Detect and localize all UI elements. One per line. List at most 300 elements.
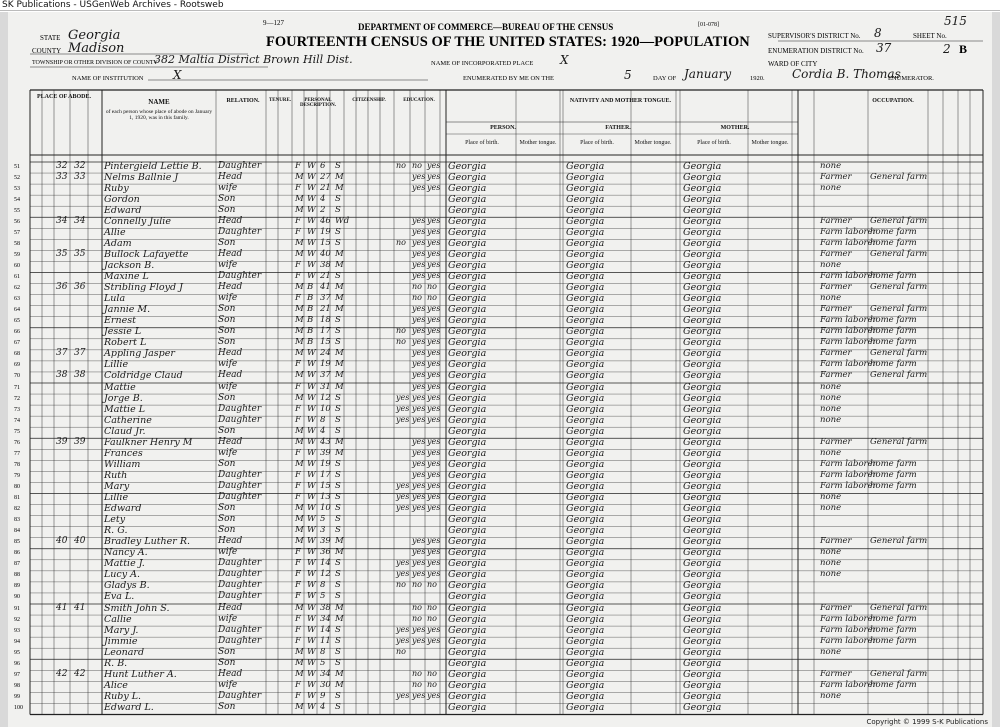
race: W [307, 701, 316, 712]
race: W [307, 591, 316, 602]
person-name: Callie [104, 613, 132, 625]
birthplace: Georgia [448, 679, 487, 691]
race: W [307, 237, 316, 248]
marital-status: S [335, 193, 341, 204]
mother-birthplace: Georgia [683, 690, 722, 702]
attended-school: yes [396, 569, 410, 579]
person-name: Mattie J. [104, 558, 145, 570]
father-birthplace: Georgia [566, 425, 605, 437]
family-number: 34 [74, 215, 86, 226]
able-to-read: yes [412, 392, 426, 402]
sex: F [295, 359, 301, 370]
col-personal-header: PERSONAL DESCRIPTION. [300, 98, 336, 108]
industry: General farm [870, 668, 928, 679]
able-to-read: yes [412, 326, 426, 336]
marital-status: S [335, 271, 341, 281]
age: 8 [320, 646, 326, 657]
able-to-write: yes [427, 624, 441, 634]
industry: General farm [870, 304, 928, 315]
line-number: 74 [14, 417, 20, 424]
able-to-read: yes [412, 492, 426, 501]
col-tongue-person: Mother tongue. [519, 140, 557, 146]
mother-birthplace: Georgia [683, 646, 722, 658]
line-number: 93 [14, 627, 20, 634]
marital-status: M [335, 547, 344, 558]
age: 46 [320, 215, 331, 226]
person-name: Edward [104, 503, 142, 515]
enumeration-year: 1920. [750, 75, 765, 82]
race: W [307, 160, 316, 171]
sex: F [295, 182, 301, 193]
age: 36 [320, 547, 331, 558]
occupation: Farmer [820, 348, 852, 359]
relation: Daughter [218, 569, 262, 580]
occupation: Farm laborer [820, 613, 877, 624]
able-to-write: yes [427, 248, 441, 258]
able-to-write: yes [427, 226, 441, 236]
sex: F [295, 293, 301, 304]
relation: wife [218, 359, 238, 370]
mother-birthplace: Georgia [683, 624, 722, 636]
person-name: Hunt Luther A. [104, 668, 177, 680]
form-code: [01-078] [698, 22, 719, 28]
able-to-read: yes [412, 370, 426, 380]
mother-birthplace: Georgia [683, 392, 722, 404]
race: W [307, 536, 316, 547]
relation: wife [218, 182, 238, 193]
sex: M [295, 337, 304, 348]
birthplace: Georgia [448, 602, 487, 614]
age: 4 [320, 193, 326, 204]
marital-status: M [335, 668, 344, 679]
incorporated-value: X [560, 53, 569, 67]
marital-status: M [335, 436, 344, 447]
person-name: Allie [104, 226, 126, 238]
relation: Son [218, 701, 236, 712]
marital-status: S [335, 226, 341, 237]
window-title-bar [0, 0, 1000, 11]
marital-status: M [335, 613, 344, 624]
col-occupation-header: OCCUPATION. [872, 98, 914, 104]
industry: home farm [870, 326, 917, 337]
sex: M [295, 248, 304, 259]
race: W [307, 348, 316, 359]
mother-birthplace: Georgia [683, 215, 722, 227]
industry: home farm [870, 315, 917, 326]
able-to-write: yes [427, 569, 441, 579]
able-to-read: yes [412, 447, 426, 457]
father-birthplace: Georgia [566, 204, 605, 216]
race: W [307, 547, 316, 558]
occupation: none [820, 447, 842, 458]
able-to-write: yes [427, 326, 441, 336]
family-number: 32 [74, 160, 86, 171]
attended-school: yes [396, 503, 410, 513]
father-birthplace: Georgia [566, 293, 605, 305]
relation: Son [218, 193, 236, 204]
father-birthplace: Georgia [566, 182, 605, 194]
line-number: 99 [14, 693, 20, 700]
window-title: SK Publications - USGenWeb Archives - Rootsweb [2, 0, 224, 10]
occupation: Farm laborer [820, 271, 877, 281]
industry: home farm [870, 458, 917, 469]
relation: Son [218, 304, 236, 315]
relation: Head [218, 668, 243, 679]
mother-birthplace: Georgia [683, 635, 722, 647]
father-birthplace: Georgia [566, 580, 605, 592]
line-number: 92 [14, 616, 20, 623]
dwelling-number: 32 [56, 160, 68, 171]
birthplace: Georgia [448, 569, 487, 581]
sheet-letter: B [959, 42, 968, 56]
marital-status: M [335, 259, 344, 270]
father-birthplace: Georgia [566, 602, 605, 614]
industry: home farm [870, 271, 917, 281]
attended-school: yes [396, 492, 410, 501]
relation: Head [218, 215, 243, 226]
sex: F [295, 381, 301, 392]
age: 6 [320, 160, 326, 171]
able-to-write: yes [427, 492, 441, 501]
father-birthplace: Georgia [566, 171, 605, 183]
person-name: Nancy A. [104, 547, 148, 559]
sex: M [295, 304, 304, 315]
race: W [307, 425, 316, 436]
sex: F [295, 690, 301, 701]
person-name: Mattie [104, 381, 136, 393]
sex: M [295, 436, 304, 447]
sex: F [295, 215, 301, 226]
birthplace: Georgia [448, 226, 487, 238]
attended-school: yes [396, 635, 410, 645]
line-number: 77 [14, 450, 20, 457]
person-name: Stribling Floyd J [104, 282, 183, 294]
able-to-read: no [412, 679, 422, 689]
marital-status: S [335, 591, 341, 602]
occupation: Farm laborer [820, 458, 877, 469]
birthplace: Georgia [448, 348, 487, 360]
mother-birthplace: Georgia [683, 193, 722, 205]
relation: Daughter [218, 492, 262, 502]
able-to-write: no [427, 613, 437, 623]
mother-birthplace: Georgia [683, 525, 722, 537]
supervisor-number: 8 [874, 26, 882, 40]
able-to-write: yes [427, 271, 441, 280]
father-birthplace: Georgia [566, 160, 605, 172]
age: 31 [320, 381, 331, 392]
attended-school: yes [396, 558, 410, 568]
father-birthplace: Georgia [566, 315, 605, 327]
able-to-read: yes [412, 259, 426, 269]
mother-birthplace: Georgia [683, 248, 722, 260]
age: 15 [320, 237, 331, 248]
relation: Daughter [218, 635, 262, 646]
marital-status: S [335, 635, 341, 646]
age: 15 [320, 480, 331, 491]
age: 39 [320, 536, 331, 547]
sex: M [295, 237, 304, 248]
person-name: Appling Jasper [104, 348, 175, 360]
birthplace: Georgia [448, 514, 487, 526]
person-name: Faulkner Henry M [104, 436, 193, 448]
sex: F [295, 271, 301, 281]
mother-birthplace: Georgia [683, 315, 722, 327]
race: W [307, 503, 316, 514]
mother-birthplace: Georgia [683, 381, 722, 393]
sex: F [295, 447, 301, 458]
age: 11 [320, 635, 331, 646]
father-birthplace: Georgia [566, 271, 605, 282]
attended-school: no [396, 646, 406, 656]
race: W [307, 679, 316, 690]
line-number: 81 [14, 495, 20, 501]
race: W [307, 403, 316, 414]
mother-birthplace: Georgia [683, 536, 722, 548]
line-number: 64 [14, 307, 20, 314]
race: W [307, 392, 316, 403]
line-number: 68 [14, 351, 20, 358]
mother-birthplace: Georgia [683, 359, 722, 371]
birthplace: Georgia [448, 635, 487, 647]
occupation: Farmer [820, 282, 852, 293]
family-number: 41 [74, 602, 86, 613]
family-number: 37 [74, 348, 86, 359]
col-mother-header: MOTHER. [720, 125, 750, 131]
person-name: Jannie M. [104, 304, 151, 316]
industry: home farm [870, 624, 917, 635]
sex: M [295, 668, 304, 679]
occupation: none [820, 492, 842, 502]
race: B [307, 282, 314, 293]
able-to-read: yes [412, 536, 426, 546]
birthplace: Georgia [448, 381, 487, 393]
father-birthplace: Georgia [566, 536, 605, 548]
attended-school: no [396, 580, 406, 590]
father-birthplace: Georgia [566, 282, 605, 294]
sheet-label: SHEET No. [913, 32, 947, 40]
col-name-header: NAME [148, 98, 170, 106]
industry: home farm [870, 226, 917, 237]
person-name: Nelms Ballnie J [104, 171, 179, 183]
relation: Son [218, 425, 236, 436]
attended-school: yes [396, 480, 410, 490]
industry: General farm [870, 436, 928, 447]
birthplace: Georgia [448, 690, 487, 702]
relation: Daughter [218, 414, 262, 425]
industry: home farm [870, 469, 917, 480]
relation: Son [218, 237, 236, 248]
sex: F [295, 469, 301, 480]
relation: Son [218, 204, 236, 215]
birthplace: Georgia [448, 480, 487, 492]
mother-birthplace: Georgia [683, 613, 722, 625]
mother-birthplace: Georgia [683, 558, 722, 570]
able-to-write: yes [427, 392, 441, 402]
sex: M [295, 536, 304, 547]
relation: Head [218, 536, 243, 547]
marital-status: S [335, 425, 341, 436]
father-birthplace: Georgia [566, 392, 605, 404]
able-to-read: yes [412, 480, 426, 490]
father-birthplace: Georgia [566, 657, 605, 669]
able-to-read: no [412, 293, 422, 303]
mother-birthplace: Georgia [683, 370, 722, 382]
race: W [307, 646, 316, 657]
birthplace: Georgia [448, 359, 487, 371]
dwelling-number: 36 [56, 282, 68, 293]
family-number: 36 [74, 282, 86, 293]
age: 19 [320, 226, 331, 237]
occupation: Farm laborer [820, 315, 877, 326]
marital-status: M [335, 171, 344, 182]
line-number: 78 [14, 461, 20, 468]
marital-status: S [335, 525, 341, 536]
occupation: Farmer [820, 668, 852, 679]
occupation: Farm laborer [820, 679, 877, 690]
family-number: 42 [74, 668, 86, 679]
person-name: Bradley Luther R. [104, 536, 191, 548]
birthplace: Georgia [448, 293, 487, 305]
able-to-write: yes [427, 458, 441, 468]
occupation: none [820, 392, 842, 403]
age: 19 [320, 359, 331, 370]
age: 3 [320, 525, 326, 536]
line-number: 75 [14, 428, 20, 435]
marital-status: S [335, 414, 341, 425]
line-number: 70 [14, 373, 20, 380]
relation: wife [218, 259, 238, 270]
family-number: 38 [74, 370, 86, 381]
line-number: 76 [14, 439, 20, 446]
birthplace: Georgia [448, 403, 487, 415]
person-name: Jorge B. [104, 392, 143, 404]
able-to-read: no [412, 613, 422, 623]
birthplace: Georgia [448, 624, 487, 636]
occupation: Farm laborer [820, 226, 877, 237]
age: 34 [320, 668, 331, 679]
sex: F [295, 613, 301, 624]
marital-status: S [335, 237, 341, 248]
birthplace: Georgia [448, 425, 487, 437]
able-to-read: no [412, 160, 422, 170]
father-birthplace: Georgia [566, 646, 605, 658]
marital-status: M [335, 348, 344, 359]
race: W [307, 359, 316, 370]
marital-status: S [335, 624, 341, 635]
father-birthplace: Georgia [566, 215, 605, 227]
person-name: Ernest [104, 315, 136, 327]
race: W [307, 381, 316, 392]
race: B [307, 304, 314, 315]
father-birthplace: Georgia [566, 381, 605, 393]
occupation: Farmer [820, 436, 852, 447]
race: W [307, 271, 316, 281]
father-birthplace: Georgia [566, 248, 605, 260]
age: 17 [320, 326, 331, 337]
race: W [307, 613, 316, 624]
age: 24 [320, 348, 331, 359]
occupation: Farmer [820, 304, 852, 315]
mother-birthplace: Georgia [683, 602, 722, 614]
mother-birthplace: Georgia [683, 403, 722, 415]
birthplace: Georgia [448, 248, 487, 260]
township-label: TOWNSHIP OR OTHER DIVISION OF COUNTY [32, 60, 158, 66]
able-to-read: yes [412, 558, 426, 568]
father-birthplace: Georgia [566, 226, 605, 238]
col-nativity-header: NATIVITY AND MOTHER TONGUE. [569, 98, 672, 104]
marital-status: M [335, 536, 344, 547]
marital-status: M [335, 304, 344, 315]
race: W [307, 690, 316, 701]
birthplace: Georgia [448, 591, 487, 603]
mother-birthplace: Georgia [683, 226, 722, 238]
marital-status: S [335, 392, 341, 403]
age: 18 [320, 315, 331, 326]
sex: F [295, 160, 301, 171]
relation: Son [218, 514, 236, 525]
able-to-write: yes [427, 160, 441, 170]
industry: General farm [870, 536, 928, 547]
person-name: Mary [104, 480, 130, 492]
marital-status: M [335, 679, 344, 690]
mother-birthplace: Georgia [683, 436, 722, 448]
person-name: Smith John S. [104, 602, 170, 614]
person-name: Jimmie [104, 635, 138, 647]
person-name: Maxine L [104, 271, 149, 282]
able-to-read: yes [412, 182, 426, 192]
census-sheet-viewport[interactable] [0, 12, 1000, 727]
father-birthplace: Georgia [566, 480, 605, 492]
relation: Daughter [218, 271, 262, 281]
line-number: 97 [14, 671, 20, 678]
marital-status: M [335, 370, 344, 381]
sheet-number-handwritten: 515 [944, 14, 967, 28]
occupation: Farm laborer [820, 635, 877, 646]
line-number: 84 [14, 528, 20, 535]
marital-status: S [335, 492, 341, 502]
mother-birthplace: Georgia [683, 657, 722, 669]
able-to-write: yes [427, 359, 441, 369]
birthplace: Georgia [448, 668, 487, 680]
able-to-write: yes [427, 348, 441, 358]
occupation: none [820, 293, 842, 304]
occupation: none [820, 646, 842, 657]
able-to-read: yes [412, 690, 426, 700]
relation: wife [218, 679, 238, 690]
relation: wife [218, 613, 238, 624]
birthplace: Georgia [448, 503, 487, 515]
able-to-write: yes [427, 370, 441, 380]
marital-status: S [335, 337, 341, 348]
father-birthplace: Georgia [566, 591, 605, 603]
able-to-read: no [412, 668, 422, 678]
race: W [307, 635, 316, 646]
able-to-read: yes [412, 635, 426, 645]
person-name: Ruby [104, 182, 129, 194]
age: 21 [320, 182, 331, 193]
race: W [307, 226, 316, 237]
line-number: 100 [14, 704, 23, 711]
able-to-write: no [427, 602, 437, 612]
sex: F [295, 591, 301, 602]
industry: home farm [870, 635, 917, 646]
race: W [307, 193, 316, 204]
birthplace: Georgia [448, 580, 487, 592]
marital-status: M [335, 381, 344, 392]
relation: Son [218, 657, 236, 668]
relation: Son [218, 458, 236, 469]
occupation: Farm laborer [820, 480, 877, 491]
